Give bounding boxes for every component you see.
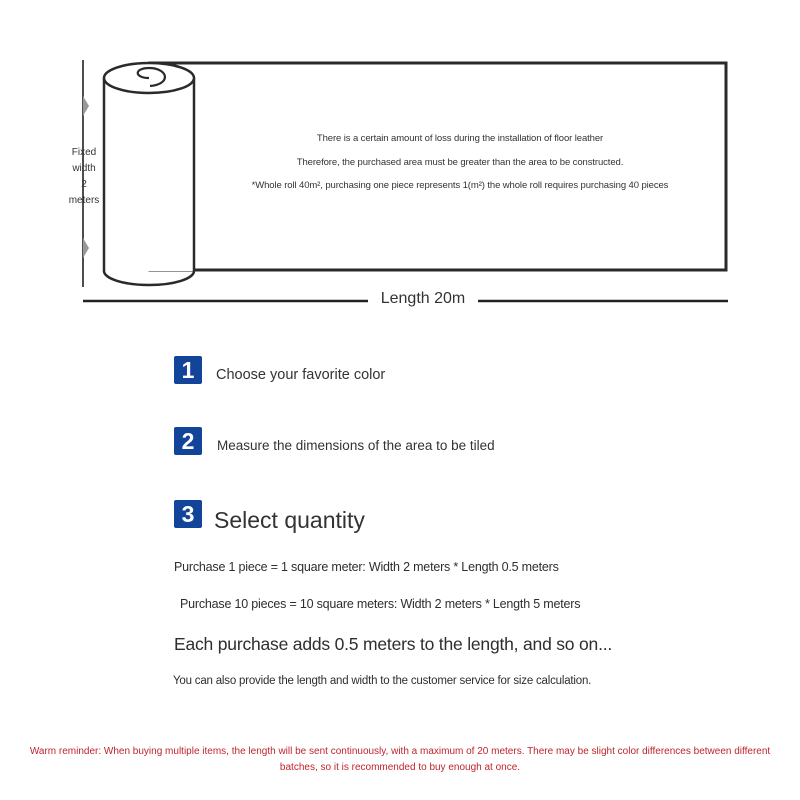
increment-note: Each purchase adds 0.5 meters to the length, and so on... bbox=[174, 634, 613, 654]
roll-diagram bbox=[0, 0, 800, 320]
purchase-example-1: Purchase 1 piece = 1 square meter: Width 2 meters * Length 0.5 meters bbox=[174, 560, 559, 574]
width-label bbox=[62, 145, 106, 209]
width-label-line: meters bbox=[68, 195, 100, 206]
step-1-label: Choose your favorite color bbox=[216, 367, 386, 383]
length-label: Length 20m bbox=[370, 290, 476, 308]
width-label-line: Fixed bbox=[71, 147, 97, 158]
roll-note: *Whole roll 40m², purchasing one piece represents 1(m²) the whole roll requires purchasing 40 pieces bbox=[251, 180, 669, 191]
area-note: Therefore, the purchased area must be greater than the area to be constructed. bbox=[296, 157, 624, 168]
purchase-example-10: Purchase 10 pieces = 10 square meters: Width 2 meters * Length 5 meters bbox=[180, 597, 581, 611]
width-label-line: width bbox=[72, 163, 96, 174]
loss-note: There is a certain amount of loss during the installation of floor leather bbox=[316, 133, 604, 144]
service-note: You can also provide the length and width to the customer service for size calculation. bbox=[173, 675, 592, 687]
width-label-line: 2 bbox=[81, 179, 87, 190]
step-2-label: Measure the dimensions of the area to be tiled bbox=[217, 438, 495, 453]
step-1-badge: 1 bbox=[174, 356, 202, 384]
warm-reminder: Warm reminder: When buying multiple items, the length will be sent continuously, with a maximum of 20 meters. There may be slight color differences between different batches, so it is recommended to buy enough at once. bbox=[29, 746, 771, 773]
step-3-badge: 3 bbox=[174, 500, 202, 528]
step-2-badge: 2 bbox=[174, 427, 202, 455]
step-3-label: Select quantity bbox=[214, 507, 365, 533]
